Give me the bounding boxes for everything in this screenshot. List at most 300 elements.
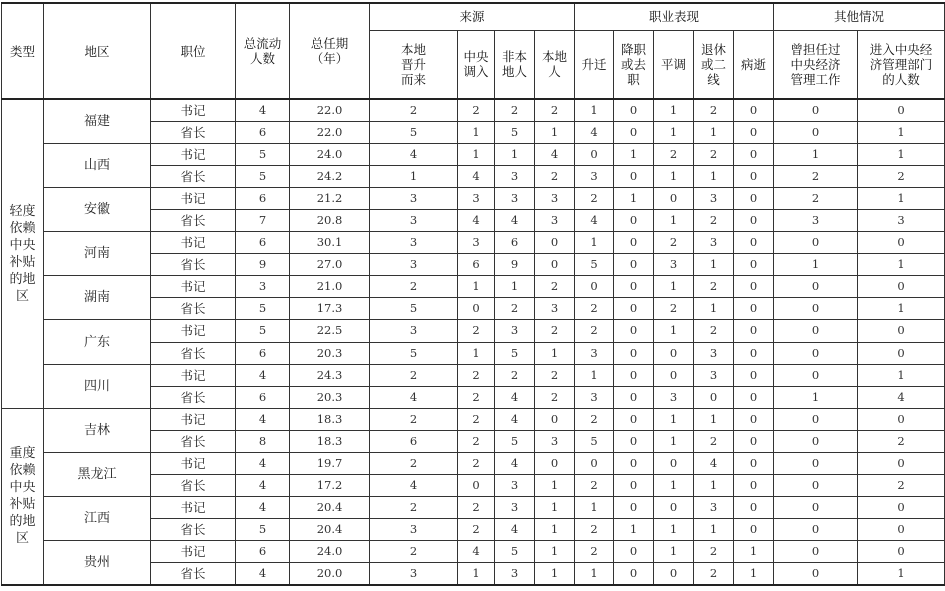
value-cell: 4 bbox=[495, 209, 535, 231]
value-cell: 0 bbox=[774, 497, 858, 519]
value-cell: 0 bbox=[734, 320, 774, 342]
value-cell: 3 bbox=[694, 364, 734, 386]
value-cell: 1 bbox=[654, 121, 694, 143]
value-cell: 3 bbox=[495, 187, 535, 209]
value-cell: 20.4 bbox=[290, 519, 370, 541]
value-cell: 0 bbox=[858, 453, 945, 475]
value-cell: 3 bbox=[370, 187, 458, 209]
value-cell: 0 bbox=[774, 276, 858, 298]
value-cell: 4 bbox=[694, 453, 734, 475]
value-cell: 2 bbox=[694, 276, 734, 298]
value-cell: 1 bbox=[458, 121, 495, 143]
value-cell: 1 bbox=[575, 364, 614, 386]
value-cell: 1 bbox=[458, 563, 495, 585]
value-cell: 1 bbox=[535, 497, 575, 519]
value-cell: 2 bbox=[495, 364, 535, 386]
header-other-entered-central: 进入中央经 济管理部门 的人数 bbox=[858, 30, 945, 99]
header-other-group: 其他情况 bbox=[774, 3, 945, 30]
header-total-count: 总流动 人数 bbox=[236, 3, 290, 99]
value-cell: 5 bbox=[495, 342, 535, 364]
value-cell: 0 bbox=[858, 320, 945, 342]
value-cell: 0 bbox=[654, 497, 694, 519]
value-cell: 0 bbox=[858, 342, 945, 364]
value-cell: 4 bbox=[458, 209, 495, 231]
value-cell: 0 bbox=[774, 364, 858, 386]
table-row bbox=[2, 408, 945, 430]
value-cell: 2 bbox=[370, 364, 458, 386]
value-cell: 1 bbox=[858, 187, 945, 209]
position-cell: 书记 bbox=[151, 143, 236, 165]
value-cell: 2 bbox=[575, 541, 614, 563]
value-cell: 24.3 bbox=[290, 364, 370, 386]
value-cell: 3 bbox=[535, 187, 575, 209]
header-source-central-transfer: 中央 调入 bbox=[458, 30, 495, 99]
value-cell: 2 bbox=[535, 364, 575, 386]
value-cell: 0 bbox=[614, 232, 654, 254]
value-cell: 20.3 bbox=[290, 342, 370, 364]
value-cell: 1 bbox=[694, 475, 734, 497]
value-cell: 1 bbox=[654, 408, 694, 430]
value-cell: 1 bbox=[614, 519, 654, 541]
value-cell: 5 bbox=[236, 165, 290, 187]
value-cell: 5 bbox=[495, 121, 535, 143]
value-cell: 4 bbox=[858, 386, 945, 408]
value-cell: 0 bbox=[858, 99, 945, 121]
value-cell: 0 bbox=[734, 386, 774, 408]
value-cell: 0 bbox=[734, 519, 774, 541]
value-cell: 2 bbox=[858, 475, 945, 497]
value-cell: 1 bbox=[614, 187, 654, 209]
position-cell: 书记 bbox=[151, 99, 236, 121]
value-cell: 2 bbox=[458, 320, 495, 342]
value-cell: 1 bbox=[858, 563, 945, 585]
value-cell: 1 bbox=[654, 276, 694, 298]
value-cell: 1 bbox=[535, 475, 575, 497]
value-cell: 2 bbox=[694, 209, 734, 231]
value-cell: 5 bbox=[236, 298, 290, 320]
value-cell: 0 bbox=[858, 408, 945, 430]
value-cell: 0 bbox=[774, 408, 858, 430]
value-cell: 2 bbox=[458, 386, 495, 408]
value-cell: 0 bbox=[858, 232, 945, 254]
value-cell: 8 bbox=[236, 430, 290, 452]
region-cell: 广东 bbox=[44, 320, 151, 364]
value-cell: 0 bbox=[614, 320, 654, 342]
value-cell: 2 bbox=[774, 165, 858, 187]
position-cell: 书记 bbox=[151, 276, 236, 298]
value-cell: 2 bbox=[458, 99, 495, 121]
value-cell: 0 bbox=[734, 298, 774, 320]
table-row bbox=[2, 541, 945, 563]
value-cell: 1 bbox=[858, 298, 945, 320]
value-cell: 20.3 bbox=[290, 386, 370, 408]
value-cell: 5 bbox=[575, 430, 614, 452]
value-cell: 2 bbox=[458, 519, 495, 541]
value-cell: 1 bbox=[575, 232, 614, 254]
value-cell: 2 bbox=[774, 187, 858, 209]
value-cell: 1 bbox=[774, 143, 858, 165]
value-cell: 0 bbox=[694, 386, 734, 408]
value-cell: 17.2 bbox=[290, 475, 370, 497]
value-cell: 1 bbox=[535, 121, 575, 143]
value-cell: 0 bbox=[535, 453, 575, 475]
value-cell: 2 bbox=[370, 99, 458, 121]
value-cell: 1 bbox=[370, 165, 458, 187]
value-cell: 1 bbox=[694, 165, 734, 187]
value-cell: 1 bbox=[614, 143, 654, 165]
value-cell: 0 bbox=[535, 254, 575, 276]
value-cell: 0 bbox=[614, 475, 654, 497]
value-cell: 20.0 bbox=[290, 563, 370, 585]
value-cell: 3 bbox=[535, 430, 575, 452]
value-cell: 0 bbox=[774, 320, 858, 342]
value-cell: 3 bbox=[858, 209, 945, 231]
header-career-retired: 退休 或二 线 bbox=[694, 30, 734, 99]
value-cell: 0 bbox=[575, 143, 614, 165]
value-cell: 6 bbox=[236, 121, 290, 143]
value-cell: 2 bbox=[535, 276, 575, 298]
value-cell: 1 bbox=[694, 408, 734, 430]
header-source-local: 本地 人 bbox=[535, 30, 575, 99]
table-row bbox=[2, 143, 945, 165]
value-cell: 5 bbox=[236, 320, 290, 342]
value-cell: 2 bbox=[654, 143, 694, 165]
value-cell: 0 bbox=[734, 209, 774, 231]
value-cell: 1 bbox=[535, 563, 575, 585]
position-cell: 书记 bbox=[151, 187, 236, 209]
value-cell: 0 bbox=[654, 563, 694, 585]
value-cell: 2 bbox=[575, 298, 614, 320]
header-source-local-promoted: 本地 晋升 而来 bbox=[370, 30, 458, 99]
value-cell: 2 bbox=[458, 497, 495, 519]
value-cell: 2 bbox=[370, 497, 458, 519]
value-cell: 20.8 bbox=[290, 209, 370, 231]
header-career-lateral: 平调 bbox=[654, 30, 694, 99]
region-cell: 山西 bbox=[44, 143, 151, 187]
value-cell: 2 bbox=[654, 298, 694, 320]
value-cell: 3 bbox=[495, 497, 535, 519]
table-row bbox=[2, 453, 945, 475]
position-cell: 书记 bbox=[151, 364, 236, 386]
value-cell: 3 bbox=[575, 386, 614, 408]
value-cell: 3 bbox=[370, 232, 458, 254]
value-cell: 3 bbox=[575, 165, 614, 187]
region-cell: 江西 bbox=[44, 497, 151, 541]
value-cell: 0 bbox=[614, 541, 654, 563]
header-career-deceased: 病逝 bbox=[734, 30, 774, 99]
value-cell: 0 bbox=[614, 209, 654, 231]
position-cell: 省长 bbox=[151, 430, 236, 452]
position-cell: 书记 bbox=[151, 497, 236, 519]
category-cell: 轻度 依赖 中央 补贴 的地 区 bbox=[2, 99, 44, 408]
value-cell: 3 bbox=[654, 254, 694, 276]
value-cell: 0 bbox=[458, 475, 495, 497]
value-cell: 1 bbox=[694, 121, 734, 143]
value-cell: 3 bbox=[694, 187, 734, 209]
value-cell: 0 bbox=[858, 497, 945, 519]
position-cell: 省长 bbox=[151, 209, 236, 231]
value-cell: 4 bbox=[370, 143, 458, 165]
value-cell: 1 bbox=[575, 497, 614, 519]
value-cell: 6 bbox=[236, 342, 290, 364]
value-cell: 2 bbox=[535, 386, 575, 408]
position-cell: 书记 bbox=[151, 453, 236, 475]
value-cell: 6 bbox=[236, 541, 290, 563]
value-cell: 4 bbox=[370, 475, 458, 497]
value-cell: 3 bbox=[236, 276, 290, 298]
header-source-group: 来源 bbox=[370, 3, 575, 30]
value-cell: 1 bbox=[774, 254, 858, 276]
value-cell: 1 bbox=[535, 519, 575, 541]
region-cell: 安徽 bbox=[44, 187, 151, 231]
value-cell: 0 bbox=[734, 276, 774, 298]
region-cell: 河南 bbox=[44, 232, 151, 276]
value-cell: 2 bbox=[575, 320, 614, 342]
value-cell: 0 bbox=[654, 187, 694, 209]
value-cell: 5 bbox=[370, 121, 458, 143]
value-cell: 6 bbox=[236, 386, 290, 408]
value-cell: 5 bbox=[495, 430, 535, 452]
value-cell: 0 bbox=[614, 563, 654, 585]
value-cell: 4 bbox=[575, 209, 614, 231]
table-row bbox=[2, 187, 945, 209]
value-cell: 2 bbox=[575, 519, 614, 541]
value-cell: 1 bbox=[694, 519, 734, 541]
value-cell: 0 bbox=[614, 408, 654, 430]
value-cell: 4 bbox=[370, 386, 458, 408]
value-cell: 6 bbox=[370, 430, 458, 452]
value-cell: 0 bbox=[654, 453, 694, 475]
region-cell: 吉林 bbox=[44, 408, 151, 452]
value-cell: 5 bbox=[236, 519, 290, 541]
value-cell: 4 bbox=[236, 364, 290, 386]
position-cell: 省长 bbox=[151, 165, 236, 187]
value-cell: 4 bbox=[236, 453, 290, 475]
value-cell: 2 bbox=[694, 430, 734, 452]
value-cell: 21.2 bbox=[290, 187, 370, 209]
position-cell: 省长 bbox=[151, 475, 236, 497]
value-cell: 0 bbox=[734, 232, 774, 254]
value-cell: 3 bbox=[575, 342, 614, 364]
value-cell: 18.3 bbox=[290, 430, 370, 452]
value-cell: 0 bbox=[734, 121, 774, 143]
value-cell: 0 bbox=[774, 475, 858, 497]
value-cell: 5 bbox=[495, 541, 535, 563]
value-cell: 6 bbox=[236, 232, 290, 254]
value-cell: 22.5 bbox=[290, 320, 370, 342]
value-cell: 5 bbox=[370, 342, 458, 364]
value-cell: 0 bbox=[614, 497, 654, 519]
value-cell: 4 bbox=[458, 165, 495, 187]
value-cell: 0 bbox=[734, 187, 774, 209]
value-cell: 4 bbox=[495, 453, 535, 475]
value-cell: 0 bbox=[614, 386, 654, 408]
data-table bbox=[1, 2, 945, 586]
value-cell: 2 bbox=[694, 143, 734, 165]
value-cell: 0 bbox=[575, 453, 614, 475]
value-cell: 3 bbox=[774, 209, 858, 231]
value-cell: 2 bbox=[495, 298, 535, 320]
value-cell: 4 bbox=[236, 475, 290, 497]
value-cell: 3 bbox=[370, 320, 458, 342]
header-position: 职位 bbox=[151, 3, 236, 99]
value-cell: 1 bbox=[774, 386, 858, 408]
value-cell: 3 bbox=[535, 298, 575, 320]
value-cell: 0 bbox=[614, 165, 654, 187]
value-cell: 24.0 bbox=[290, 143, 370, 165]
value-cell: 0 bbox=[734, 99, 774, 121]
value-cell: 3 bbox=[458, 187, 495, 209]
position-cell: 省长 bbox=[151, 519, 236, 541]
value-cell: 0 bbox=[458, 298, 495, 320]
position-cell: 书记 bbox=[151, 541, 236, 563]
value-cell: 2 bbox=[370, 541, 458, 563]
region-cell: 湖南 bbox=[44, 276, 151, 320]
value-cell: 2 bbox=[694, 320, 734, 342]
position-cell: 省长 bbox=[151, 121, 236, 143]
value-cell: 5 bbox=[575, 254, 614, 276]
value-cell: 0 bbox=[734, 364, 774, 386]
position-cell: 省长 bbox=[151, 254, 236, 276]
position-cell: 省长 bbox=[151, 298, 236, 320]
value-cell: 3 bbox=[535, 209, 575, 231]
value-cell: 3 bbox=[370, 254, 458, 276]
value-cell: 4 bbox=[236, 563, 290, 585]
value-cell: 3 bbox=[495, 320, 535, 342]
value-cell: 1 bbox=[654, 165, 694, 187]
value-cell: 0 bbox=[614, 254, 654, 276]
value-cell: 0 bbox=[654, 342, 694, 364]
value-cell: 6 bbox=[495, 232, 535, 254]
value-cell: 6 bbox=[458, 254, 495, 276]
value-cell: 1 bbox=[535, 342, 575, 364]
value-cell: 0 bbox=[614, 364, 654, 386]
value-cell: 0 bbox=[734, 430, 774, 452]
value-cell: 0 bbox=[858, 519, 945, 541]
value-cell: 4 bbox=[575, 121, 614, 143]
value-cell: 3 bbox=[370, 563, 458, 585]
value-cell: 1 bbox=[575, 563, 614, 585]
value-cell: 21.0 bbox=[290, 276, 370, 298]
value-cell: 1 bbox=[858, 254, 945, 276]
table-row bbox=[2, 320, 945, 342]
value-cell: 0 bbox=[535, 408, 575, 430]
value-cell: 1 bbox=[654, 519, 694, 541]
value-cell: 2 bbox=[694, 541, 734, 563]
value-cell: 2 bbox=[535, 320, 575, 342]
value-cell: 1 bbox=[458, 342, 495, 364]
value-cell: 4 bbox=[495, 386, 535, 408]
value-cell: 0 bbox=[614, 430, 654, 452]
table-row bbox=[2, 99, 945, 121]
value-cell: 1 bbox=[858, 143, 945, 165]
header-career-group: 职业表现 bbox=[575, 3, 774, 30]
value-cell: 1 bbox=[654, 541, 694, 563]
value-cell: 2 bbox=[575, 187, 614, 209]
value-cell: 0 bbox=[535, 232, 575, 254]
value-cell: 0 bbox=[774, 232, 858, 254]
value-cell: 3 bbox=[694, 232, 734, 254]
value-cell: 1 bbox=[654, 430, 694, 452]
value-cell: 2 bbox=[370, 276, 458, 298]
value-cell: 1 bbox=[535, 541, 575, 563]
value-cell: 17.3 bbox=[290, 298, 370, 320]
table-header bbox=[2, 3, 945, 99]
value-cell: 1 bbox=[654, 209, 694, 231]
value-cell: 0 bbox=[575, 276, 614, 298]
value-cell: 0 bbox=[614, 298, 654, 320]
value-cell: 3 bbox=[694, 497, 734, 519]
table-row bbox=[2, 276, 945, 298]
header-career-promoted: 升迁 bbox=[575, 30, 614, 99]
value-cell: 2 bbox=[458, 453, 495, 475]
value-cell: 3 bbox=[495, 563, 535, 585]
value-cell: 0 bbox=[614, 342, 654, 364]
value-cell: 1 bbox=[654, 320, 694, 342]
value-cell: 22.0 bbox=[290, 121, 370, 143]
value-cell: 3 bbox=[370, 519, 458, 541]
value-cell: 2 bbox=[458, 408, 495, 430]
value-cell: 0 bbox=[774, 563, 858, 585]
value-cell: 1 bbox=[458, 143, 495, 165]
position-cell: 省长 bbox=[151, 386, 236, 408]
value-cell: 3 bbox=[458, 232, 495, 254]
value-cell: 2 bbox=[858, 165, 945, 187]
value-cell: 2 bbox=[458, 364, 495, 386]
value-cell: 3 bbox=[370, 209, 458, 231]
value-cell: 1 bbox=[858, 121, 945, 143]
value-cell: 0 bbox=[774, 99, 858, 121]
value-cell: 0 bbox=[774, 342, 858, 364]
value-cell: 18.3 bbox=[290, 408, 370, 430]
value-cell: 0 bbox=[858, 276, 945, 298]
value-cell: 1 bbox=[458, 276, 495, 298]
value-cell: 1 bbox=[495, 276, 535, 298]
table-row bbox=[2, 232, 945, 254]
value-cell: 0 bbox=[614, 453, 654, 475]
value-cell: 0 bbox=[774, 298, 858, 320]
position-cell: 书记 bbox=[151, 408, 236, 430]
value-cell: 0 bbox=[734, 165, 774, 187]
header-other-central-econ: 曾担任过 中央经济 管理工作 bbox=[774, 30, 858, 99]
value-cell: 0 bbox=[614, 121, 654, 143]
category-cell: 重度 依赖 中央 补贴 的地 区 bbox=[2, 408, 44, 585]
header-source-non-local: 非本 地人 bbox=[495, 30, 535, 99]
position-cell: 省长 bbox=[151, 342, 236, 364]
value-cell: 24.2 bbox=[290, 165, 370, 187]
table-body bbox=[2, 99, 945, 585]
value-cell: 3 bbox=[495, 165, 535, 187]
value-cell: 2 bbox=[458, 430, 495, 452]
position-cell: 书记 bbox=[151, 320, 236, 342]
value-cell: 19.7 bbox=[290, 453, 370, 475]
value-cell: 1 bbox=[734, 541, 774, 563]
value-cell: 2 bbox=[694, 99, 734, 121]
value-cell: 2 bbox=[535, 99, 575, 121]
value-cell: 3 bbox=[495, 475, 535, 497]
region-cell: 四川 bbox=[44, 364, 151, 408]
value-cell: 4 bbox=[236, 408, 290, 430]
value-cell: 0 bbox=[858, 541, 945, 563]
value-cell: 2 bbox=[370, 453, 458, 475]
value-cell: 1 bbox=[694, 254, 734, 276]
value-cell: 0 bbox=[614, 276, 654, 298]
value-cell: 0 bbox=[734, 254, 774, 276]
value-cell: 0 bbox=[734, 342, 774, 364]
value-cell: 20.4 bbox=[290, 497, 370, 519]
value-cell: 2 bbox=[694, 563, 734, 585]
value-cell: 9 bbox=[236, 254, 290, 276]
